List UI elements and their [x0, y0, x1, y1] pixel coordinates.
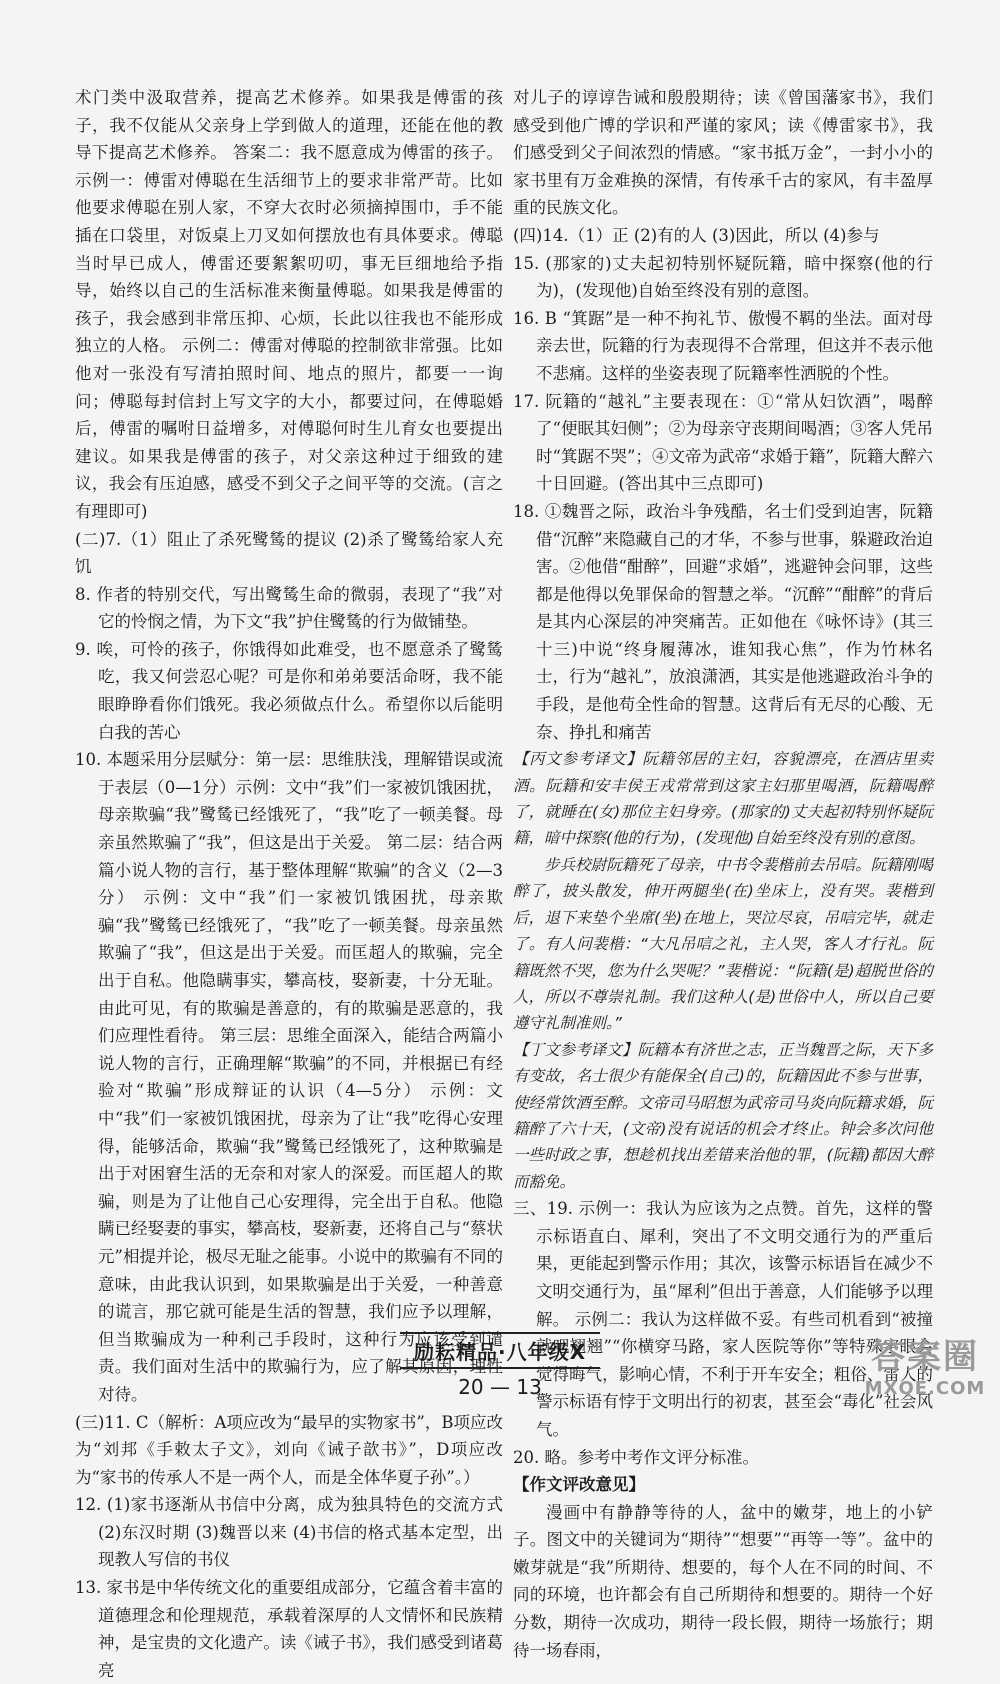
left-column-paragraph: (三)11. C（解析：A项应改为“最早的实物家书”，B项应改为“刘邦《手敕太子文》，刘向《诫子歆书》”，D项应改为“家书的传承人不是一两个人，而是全体华夏子孙”。） [75, 1412, 503, 1487]
right-column-paragraph: 17. 阮籍的“越礼”主要表现在：①“常从妇饮酒”，喝醉了“便眠其妇侧”；②为母亲守丧期间喝酒；③客人凭吊时“箕踞不哭”；④文帝为武帝“求婚于籍”，阮籍大醉六十日回避。(答出其中三点即可) [513, 391, 933, 494]
left-column-paragraph: 8. 作者的特别交代，写出鹭鸶生命的微弱，表现了“我”对它的怜悯之情，为下文“我”护住鹭鸶的行为做铺垫。 [75, 584, 503, 632]
right-column-paragraph: 三、19. 示例一：我认为应该为之点赞。首先，这样的警示标语直白、犀利，突出了不文明交通行为的严重后果，更能起到警示作用；其次，该警示标语旨在减少不文明交通行为，虽“犀利”但出于善意，人们能够予以理解。 示例二：我认为这样做不妥。有些司机看到“被撞就吧翘翘”“你横穿马路，家人医院等你”等特殊字眼会觉得晦气，影响心情，不利于开车安全；粗俗、雷人的警示标语有悖于文明出行的初衷，甚至会“毒化”社会风气。 [513, 1199, 933, 1439]
right-column-paragraph: 漫画中有静静等待的人，盆中的嫩芽，地上的小铲子。图文中的关键词为“期待”“想要”“再等一等”。盆中的嫩芽就是“我”所期待、想要的，每个人在不同的时间、不同的环境，也许都会有自己所期待和想要的。期待一个好分数，期待一次成功，期待一段长假，期待一场旅行；期待一场春雨， [513, 1502, 933, 1660]
right-column-paragraph: 16. B “箕踞”是一种不拘礼节、傲慢不羁的坐法。面对母亲去世，阮籍的行为表现得不合常理，但这并不表示他不悲痛。这样的坐姿表现了阮籍率性洒脱的个性。 [513, 308, 933, 383]
left-column-paragraph: 术门类中汲取营养，提高艺术修养。如果我是傅雷的孩子，我不仅能从父亲身上学到做人的道理，还能在他的教导下提高艺术修养。 答案二：我不愿意成为傅雷的孩子。 示例一：傅雷对傅聪在生活细节上的要求非常严苛。比如他要求傅聪在别人家，不穿大衣时必须摘掉围巾，手不能插在口袋里，对饭桌上刀叉如何摆放也有具体要求。傅聪当时早已成人，傅雷还要絮絮叨叨，事无巨细地给予指导，始终以自己的生活标准来衡量傅聪。如果我是傅雷的孩子，我会感到非常压抑、心烦，长此以往我也不能形成独立的人格。 示例二：傅雷对傅聪的控制欲非常强。比如他对一张没有写清拍照时间、地点的照片，都要一一询问；傅聪每封信封上写文字的大小，都要过问，在傅聪婚后，傅雷的嘱咐日益增多，对傅聪何时生儿育女也要提出建议。如果我是傅雷的孩子，对父亲这种过于细致的建议，我会有压迫感，感受不到父子之间平等的交流。(言之有理即可) [75, 88, 503, 521]
right-column-paragraph: 18. ①魏晋之际，政治斗争残酷，名士们受到迫害，阮籍借“沉醉”来隐藏自己的才华，不参与世事，躲避政治迫害。②他借“酣醉”，回避“求婚”，逃避钟会问罪，这些都是他得以免罪保命的智慧之举。“沉醉”“酣醉”的背后是其内心深层的冲突痛苦。正如他在《咏怀诗》(其三十三)中说“终身履薄冰，谁知我心焦”，作为竹林名士，行为“越礼”，放浪潇洒，其实是他逃避政治斗争的手段，是他苟全性命的智慧。这背后有无尽的心酸、无奈、挣扎和痛苦 [513, 501, 933, 742]
left-column-paragraph: 13. 家书是中华传统文化的重要组成部分，它蕴含着丰富的道德理念和伦理规范，承载着深厚的人文情怀和民族精神，是宝贵的文化遗产。读《诫子书》，我们感受到诸葛亮 [75, 1578, 503, 1680]
footer-brand: 励耘精品·八年级X [400, 1332, 600, 1369]
left-column-paragraph: 12. (1)家书逐渐从书信中分离，成为独具特色的交流方式 (2)东汉时期 (3)魏晋以来 (4)书信的格式基本定型，出现教人写信的书仪 [75, 1495, 503, 1570]
right-column-paragraph: 20. 略。参考中考作文评分标准。 [513, 1447, 759, 1467]
right-column [513, 84, 933, 1664]
right-column-paragraph: (四)14.（1）正 (2)有的人 (3)因此，所以 (4)参与 [513, 225, 880, 245]
left-column-paragraph: 10. 本题采用分层赋分：第一层：思维肤浅，理解错误或流于表层（0—1分）示例：文中“我”们一家被饥饿困扰，母亲欺骗“我”鹭鸶已经饿死了，“我”吃了一顿美餐。母亲虽然欺骗了“我”，但这是出于关爱。 第二层：结合两篇小说人物的言行，基于整体理解“欺骗”的含义（2—3分） 示例：文中“我”们一家被饥饿困扰，母亲欺骗“我”鹭鸶已经饿死了，“我”吃了一顿美餐。母亲虽然欺骗了“我”，但这是出于关爱。而匡超人的欺骗，完全出于自私。他隐瞒事实，攀高枝，娶新妻，十分无耻。由此可见，有的欺骗是善意的，有的欺骗是恶意的，我们应理性看待。 第三层：思维全面深入，能结合两篇小说人物的言行，正确理解“欺骗”的不同，并根据已有经验对“欺骗”形成辩证的认识（4—5分） 示例：文中“我”们一家被饥饿困扰，母亲为了让“我”吃得心安理得，能够活命，欺骗“我”鹭鸶已经饿死了，这种欺骗是出于对困窘生活的无奈和对家人的深爱。而匡超人的欺骗，则是为了让他自己心安理得，完全出于自私。他隐瞒已经娶妻的事实，攀高枝，娶新妻，还将自己与“蔡状元”相提并论，极尽无耻之能事。小说中的欺骗有不同的意味，由此我认识到，如果欺骗是出于关爱，一种善意的谎言，那它就可能是生活的智慧，我们应予以理解，但当欺骗成为一种利己手段时，这种行为应该受到谴责。我们面对生活中的欺骗行为，应了解其原因，理性对待。 [75, 750, 503, 1404]
right-column-paragraph: 15. (那家的)丈夫起初特别怀疑阮籍，暗中探察(他的行为)，(发现他)自始至终没有别的意图。 [513, 253, 933, 301]
page-footer [0, 1332, 1000, 1399]
right-column-paragraph: 步兵校尉阮籍死了母亲，中书令裴楷前去吊唁。阮籍刚喝醉了，披头散发，伸开两腿坐(在)坐床上，没有哭。裴楷到后，退下来垫个坐席(坐)在地上，哭泣尽哀，吊唁完毕，就走了。有人问裴楷：“大凡吊唁之礼，主人哭，客人才行礼。阮籍既然不哭，您为什么哭呢？”裴楷说：“阮籍(是)超脱世俗的人，所以不尊崇礼制。我们这种人(是)世俗中人，所以自己要遵守礼制准则。” [513, 855, 933, 1033]
page-number: 20 — 13 [458, 1375, 542, 1399]
watermark-bottom: MXQE.COM [864, 1378, 986, 1399]
right-column-paragraph: 【作文评改意见】 [513, 1475, 645, 1495]
watermark-logo [860, 1336, 990, 1410]
right-column-paragraph: 【丙文参考译文】阮籍邻居的主妇，容貌漂亮，在酒店里卖酒。阮籍和安丰侯王戎常常到这家主妇那里喝酒，阮籍喝醉了，就睡在(女)那位主妇身旁。(那家的)丈夫起初特别怀疑阮籍，暗中探察(他的行为)，(发现他)自始至终没有别的意图。 [513, 750, 933, 848]
right-column-paragraph: 【丁文参考译文】阮籍本有济世之志，正当魏晋之际，天下多有变故，名士很少有能保全(自己)的，阮籍因此不参与世事，使经常饮酒至醉。文帝司马昭想为武帝司马炎向阮籍求婚，阮籍醉了六十天，(文帝)没有说话的机会才终止。钟会多次问他一些时政之事，想趁机找出差错来治他的罪，(阮籍)都因大醉而豁免。 [513, 1040, 933, 1191]
right-column-paragraph: 对儿子的谆谆告诫和殷殷期待；读《曾国藩家书》，我们感受到他广博的学识和严谨的家风；读《傅雷家书》，我们感受到父子间浓烈的情感。“家书抵万金”，一封小小的家书里有万金难换的深情，有传承千古的家风，有丰盈厚重的民族文化。 [513, 88, 933, 218]
left-column [75, 84, 503, 1684]
watermark-top: 答案圈 [871, 1337, 979, 1377]
left-column-paragraph: 9. 唉，可怜的孩子，你饿得如此难受，也不愿意杀了鹭鸶吃，我又何尝忍心呢？可是你和弟弟要活命呀，我不能眼睁睁看你们饿死。我必须做点什么。希望你以后能明白我的苦心 [75, 639, 503, 742]
left-column-paragraph: (二)7.（1）阻止了杀死鹭鸶的提议 (2)杀了鹭鸶给家人充饥 [75, 529, 503, 577]
